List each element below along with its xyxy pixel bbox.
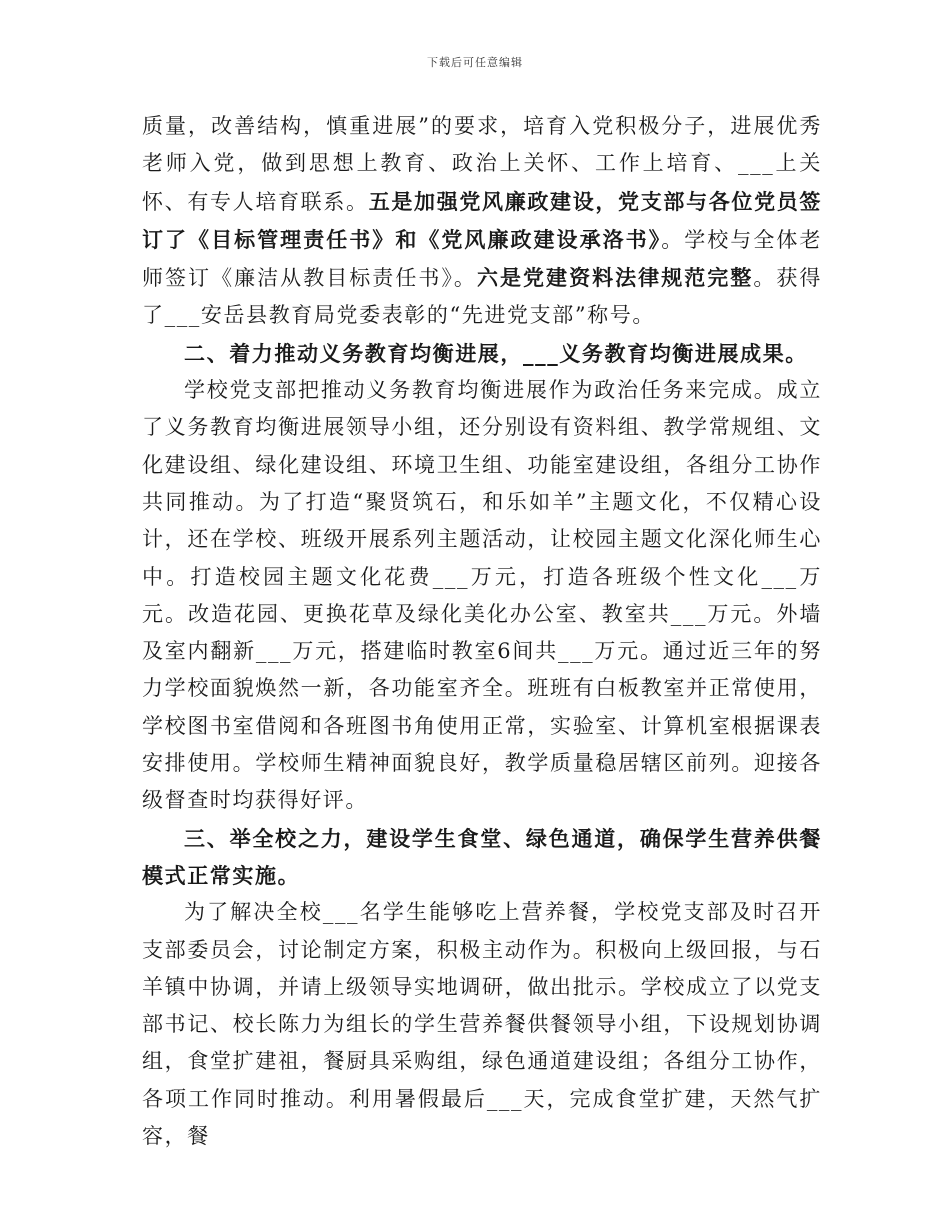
section1-text-c: 。学校与全体老师签订《廉洁从教目标责任书》。 [142, 227, 822, 291]
section1-text-e: 。获得了___安岳县教育局党委表彰的“先进党支部”称号。 [142, 266, 823, 328]
document-body [142, 108, 822, 1155]
section1-bold-b: 五是加强党风廉政建设，党支部与各位党员签订了《目标管理责任书》和《党风廉政建设承洛书》 [142, 188, 823, 252]
page-header: 下载后可任意编辑 [427, 56, 523, 69]
section3-paragraph: 为了解决全校___名学生能够吃上营养餐，学校党支部及时召开支部委员会，讨论制定方案，积极主动作为。积极向上级回报，与石羊镇中协调，并请上级领导实地调研，做出批示。学校成立了以党支部书记、校长陈力为组长的学生营养餐供餐领导小组，下设规划协调组，食堂扩建祖，餐厨具采购组，绿色通道建设组；各组分工协作，各项工作同时推动。利用暑假最后___天，完成食堂扩建，天然气扩容，餐 [142, 900, 822, 1149]
section1-tail-paragraph [142, 108, 822, 335]
section1-bold-d: 六是党建资料法律规范完整 [476, 265, 754, 291]
section1-text-a: 质量，改善结构，慎重进展”的要求，培育入党积极分子，进展优秀老师入党，做到思想上教育、政治上关怀、工作上培育、___上关怀、有专人培育联系。 [142, 114, 822, 214]
section-heading-3: 三、举全校之力，建设学生食堂、绿色通道，确保学生营养供餐模式正常实施。 [142, 825, 822, 888]
section-heading-2: 二、着力推动义务教育均衡进展，___义务教育均衡进展成果。 [184, 340, 808, 366]
section2-paragraph: 学校党支部把推动义务教育均衡进展作为政治任务来完成。成立了义务教育均衡进展领导小组，还分别设有资料组、教学常规组、文化建设组、绿化建设组、环境卫生组、功能室建设组，各组分工协作共同推动。为了打造“聚贤筑石，和乐如羊”主题文化，不仅精心设计，还在学校、班级开展系列主题活动，让校园主题文化深化师生心中。打造校园主题文化花费___万元，打造各班级个性文化___万元。改造花园、更换花草及绿化美化办公室、教室共___万元。外墙及室内翻新___万元，搭建临时教室6间共___万元。通过近三年的努力学校面貌焕然一新，各功能室齐全。班班有白板教室并正常使用，学校图书室借阅和各班图书角使用正常，实验室、计算机室根据课表安排使用。学校师生精神面貌良好，教学质量稳居辖区前列。迎接各级督查时均获得好评。 [142, 378, 822, 813]
